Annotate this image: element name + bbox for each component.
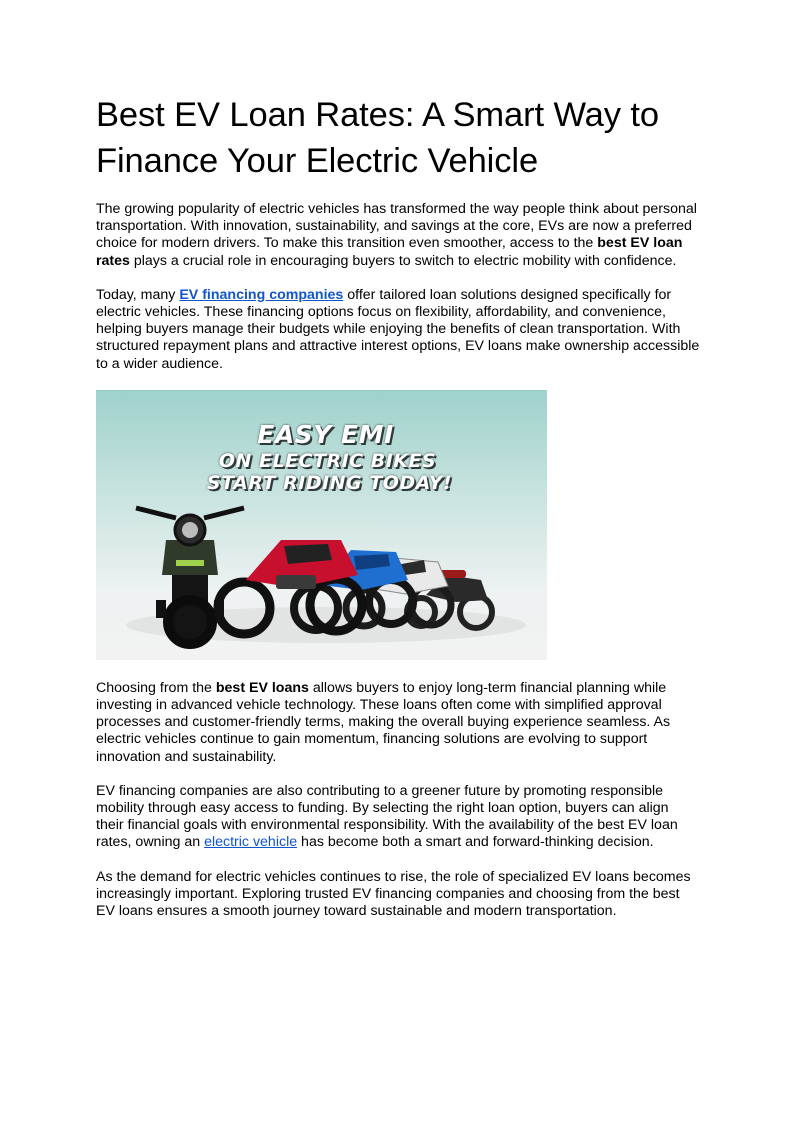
intro-paragraph <box>96 201 700 270</box>
intro-text-end: plays a crucial role in encouraging buyers to switch to electric mobility with confidence. <box>129 252 677 269</box>
electric-vehicle-link[interactable]: electric vehicle <box>204 834 298 851</box>
green-future-text-start: EV financing companies are also contributing to a greener future by promoting responsible mobility through easy access to funding. By selecting the right loan option, buyers can align their financial goals with environmental responsibility. With the availability of the best EV loan rates, owning an <box>96 782 678 851</box>
banner-headline: EASY EMI <box>257 419 394 449</box>
ev-financing-companies-link[interactable]: EV financing companies <box>179 286 344 303</box>
document-page <box>96 92 700 937</box>
financing-paragraph <box>96 287 700 373</box>
best-loans-bold-phrase: best EV loans <box>215 679 309 696</box>
ev-bike-banner-image <box>96 390 547 660</box>
financing-text-start: Today, many <box>96 286 180 303</box>
best-loans-paragraph <box>96 680 700 766</box>
best-loans-text-start: Choosing from the <box>96 679 216 696</box>
best-loans-text-end: allows buyers to enjoy long-term financial planning while investing in advanced vehicle technology. These loans often come with simplified approval processes and customer-friendly terms, making the overall buying experience seamless. As electric vehicles continue to gain momentum, financing solutions are evolving to support innovation and sustainability. <box>96 679 671 765</box>
page-title: Best EV Loan Rates: A Smart Way to Finance Your Electric Vehicle <box>96 96 659 180</box>
green-future-paragraph <box>96 783 700 852</box>
banner-subline-2: START RIDING TODAY! <box>206 471 453 494</box>
green-future-text-end: has become both a smart and forward-thinking decision. <box>297 834 654 851</box>
intro-text-start: The growing popularity of electric vehicles has transformed the way people think about personal transportation. With innovation, sustainability, and savings at the core, EVs are now a preferred choice for modern drivers. To make this transition even smoother, access to the <box>96 201 697 252</box>
conclusion-paragraph: As the demand for electric vehicles continues to rise, the role of specialized EV loans becomes increasingly important. Exploring trusted EV financing companies and choosing from the best EV loans ensures a smooth journey toward sustainable and modern transportation. <box>96 868 691 920</box>
financing-text-end: offer tailored loan solutions designed specifically for electric vehicles. These financing options focus on flexibility, affordability, and convenience, helping buyers manage their budgets while enjoying the benefits of clean transportation. With structured repayment plans and attractive interest options, EV loans make ownership accessible to a wider audience. <box>96 286 700 372</box>
banner-subline-1: ON ELECTRIC BIKES <box>218 449 437 472</box>
intro-bold-phrase: best EV loan rates <box>96 235 683 269</box>
